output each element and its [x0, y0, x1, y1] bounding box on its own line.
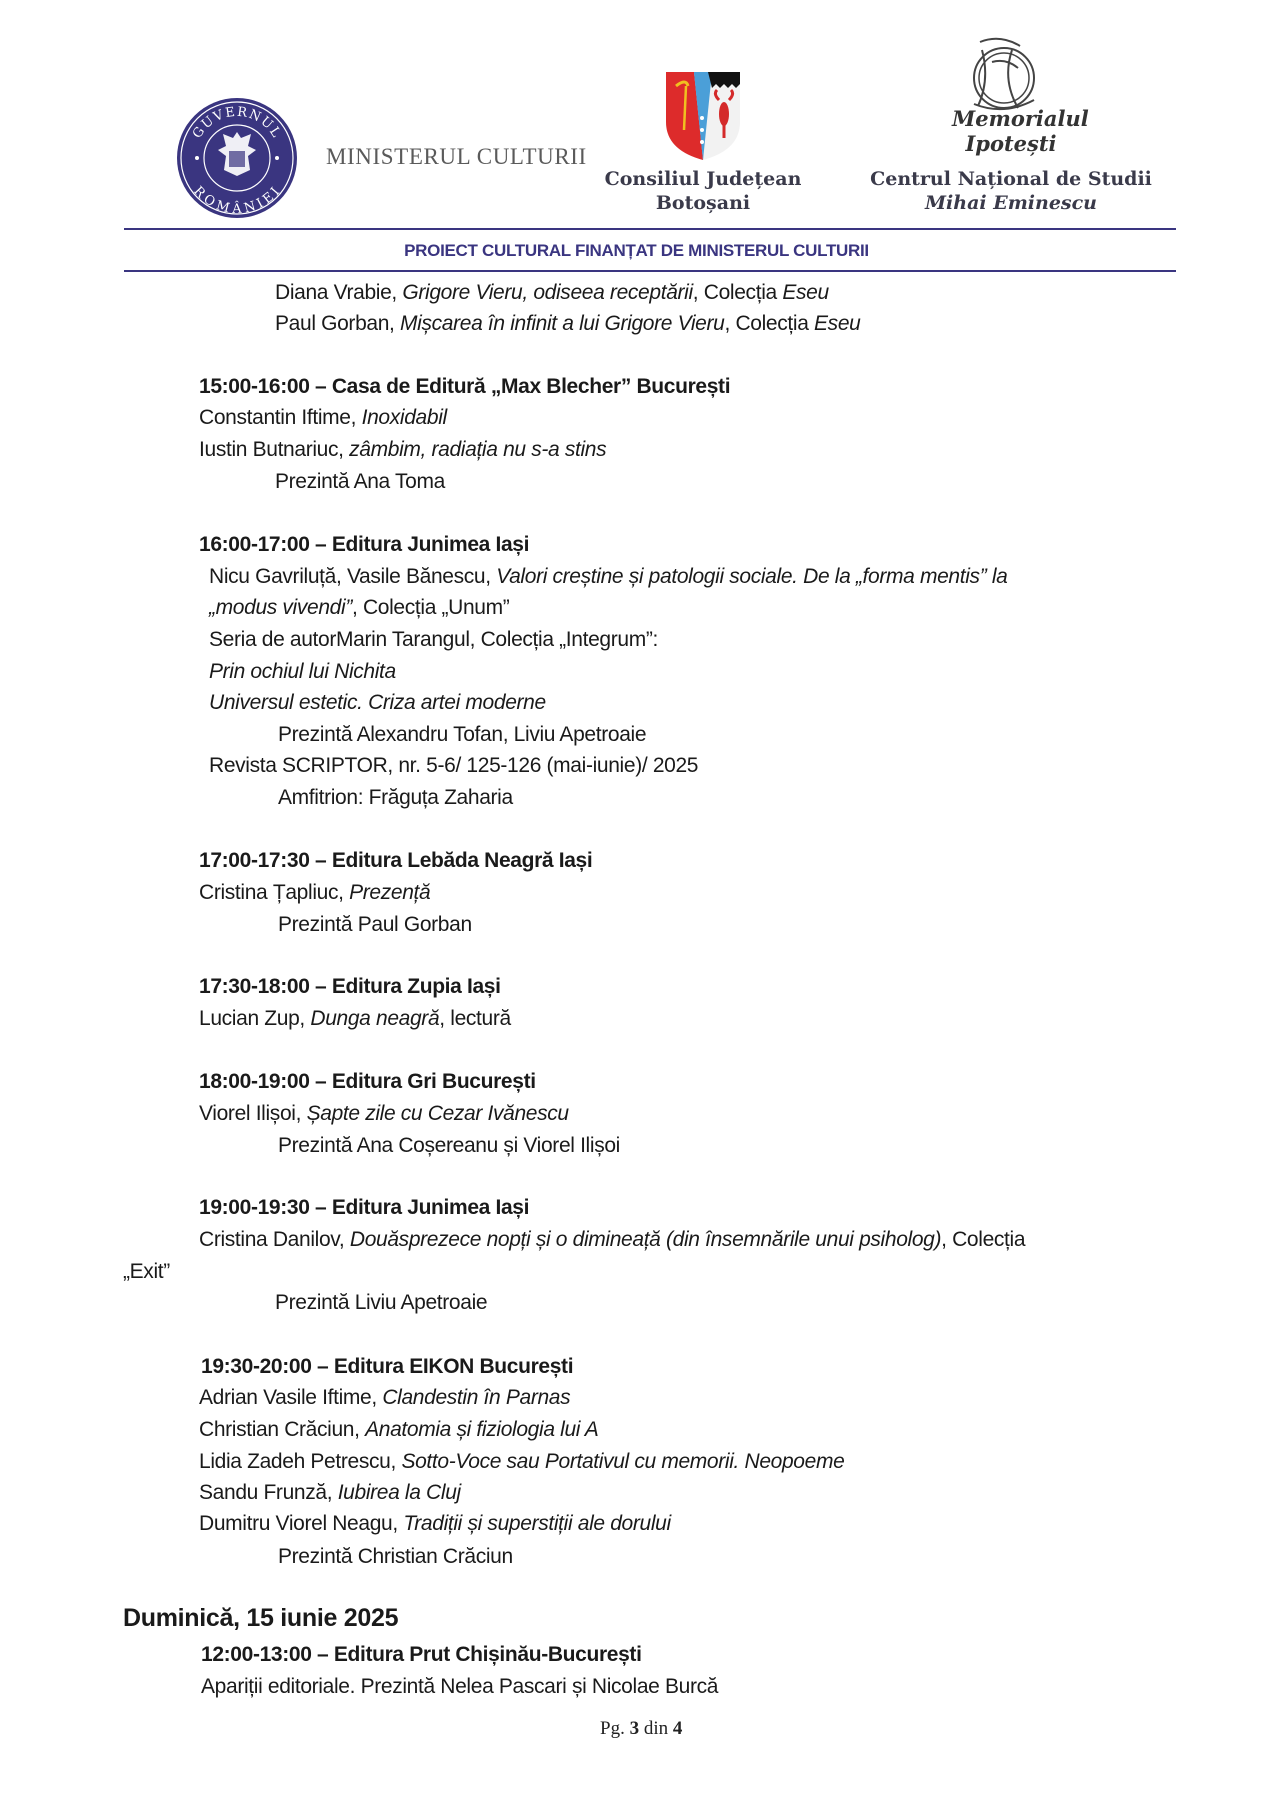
memorial-line2: Mihai Eminescu: [925, 192, 1097, 214]
list-item: Cristina Danilov, Douăsprezece nopți și o dimineață (din însemnările unui psiholog), Colecția: [199, 1228, 1026, 1251]
memorial-script-line1: Memorialul: [952, 106, 1089, 131]
list-item: „modus vivendi”, Colecția „Unum”: [209, 596, 510, 619]
session-heading: 15:00-16:00 – Casa de Editură „Max Blecher” București: [199, 375, 731, 398]
memorial-script-title: [952, 106, 1089, 156]
county-council-line1: Consiliul Județean: [604, 168, 802, 190]
list-item: Iustin Butnariuc, zâmbim, radiația nu s-a stins: [199, 438, 607, 461]
presenter-line: Prezintă Alexandru Tofan, Liviu Apetroaie: [278, 723, 647, 746]
page-number: Pg. 3 din 4: [600, 1718, 683, 1739]
header-rule-bottom: [124, 270, 1176, 272]
presenter-line: Prezintă Ana Coșereanu și Viorel Ilișoi: [278, 1134, 620, 1157]
list-item: Nicu Gavriluță, Vasile Bănescu, Valori creștine și patologii sociale. De la „forma mentis” la: [209, 565, 1008, 588]
list-item: Cristina Țapliuc, Prezență: [199, 881, 431, 904]
list-item: Seria de autorMarin Tarangul, Colecția „Integrum”:: [209, 628, 659, 651]
memorial-line1: Centrul Național de Studii: [870, 168, 1152, 190]
memorial-institution-name: [866, 167, 1156, 215]
list-item: Adrian Vasile Iftime, Clandestin în Parnas: [199, 1386, 571, 1409]
list-item: Paul Gorban, Mișcarea în infinit a lui Grigore Vieru, Colecția Eseu: [275, 312, 861, 335]
county-council-name: [592, 167, 814, 215]
county-coat-of-arms-logo: [664, 70, 742, 162]
seal-bottom-text: ROMÂNIEI: [190, 183, 285, 217]
ministry-name: MINISTERUL CULTURII: [326, 144, 587, 169]
presenter-line: Prezintă Christian Crăciun: [278, 1545, 513, 1568]
list-item: Universul estetic. Criza artei moderne: [209, 691, 546, 714]
session-heading: 17:30-18:00 – Editura Zupia Iași: [199, 975, 501, 998]
presenter-line: Prezintă Paul Gorban: [278, 913, 472, 936]
memorial-script-line2: Ipotești: [965, 131, 1057, 156]
session-heading: 16:00-17:00 – Editura Junimea Iași: [199, 533, 530, 556]
list-item: Apariții editoriale. Prezintă Nelea Pascari și Nicolae Burcă: [201, 1675, 719, 1698]
list-item: Christian Crăciun, Anatomia și fiziologia lui A: [199, 1418, 599, 1441]
list-item-continuation: „Exit”: [123, 1260, 170, 1283]
presenter-line: Prezintă Ana Toma: [275, 470, 445, 493]
list-item: Viorel Ilișoi, Șapte zile cu Cezar Ivănescu: [199, 1102, 569, 1125]
presenter-line: Prezintă Liviu Apetroaie: [275, 1291, 488, 1314]
session-heading: 17:00-17:30 – Editura Lebăda Neagră Iași: [199, 849, 593, 872]
government-seal-logo: [175, 96, 299, 220]
list-item: Dumitru Viorel Neagu, Tradiții și superstiții ale dorului: [199, 1512, 671, 1535]
session-heading: 18:00-19:00 – Editura Gri București: [199, 1070, 536, 1093]
county-council-line2: Botoșani: [655, 192, 751, 214]
list-item: Revista SCRIPTOR, nr. 5-6/ 125-126 (mai-iunie)/ 2025: [209, 754, 699, 777]
session-heading: 19:00-19:30 – Editura Junimea Iași: [199, 1196, 530, 1219]
session-heading: 12:00-13:00 – Editura Prut Chișinău-București: [201, 1643, 642, 1666]
day-heading: Duminică, 15 iunie 2025: [123, 1604, 399, 1632]
list-item: Sandu Frunză, Iubirea la Cluj: [199, 1481, 461, 1504]
list-item: Constantin Iftime, Inoxidabil: [199, 406, 447, 429]
list-item: Lidia Zadeh Petrescu, Sotto-Voce sau Portativul cu memorii. Neopoeme: [199, 1450, 845, 1473]
session-heading: 19:30-20:00 – Editura EIKON București: [201, 1355, 574, 1378]
list-item: Prin ochiul lui Nichita: [209, 660, 396, 683]
list-item: Diana Vrabie, Grigore Vieru, odiseea receptării, Colecția Eseu: [275, 281, 829, 304]
host-line: Amfitrion: Frăguța Zaharia: [278, 786, 513, 809]
seal-top-text: GUVERNUL: [189, 104, 285, 142]
list-item: Lucian Zup, Dunga neagră, lectură: [199, 1007, 511, 1030]
header-rule-top: [124, 228, 1176, 230]
project-banner: PROIECT CULTURAL FINANȚAT DE MINISTERUL CULTURII: [404, 241, 869, 260]
